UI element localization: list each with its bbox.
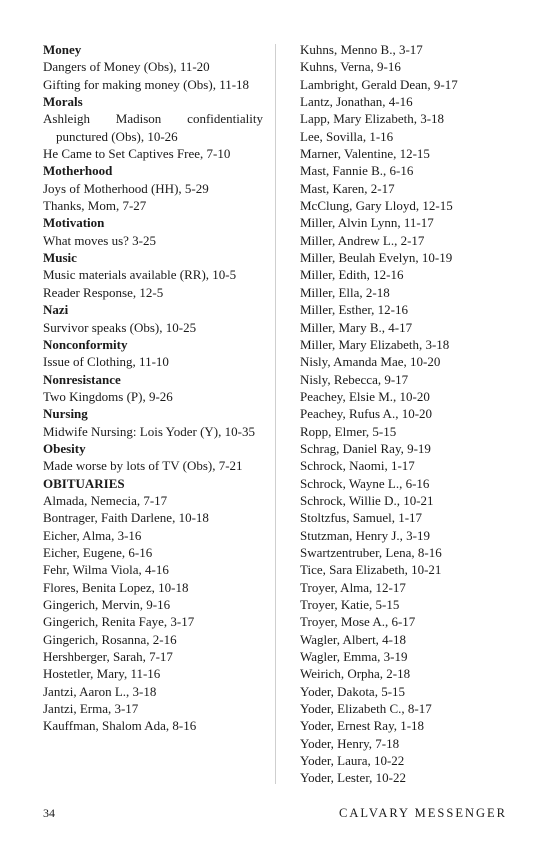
topic-heading: Nursing <box>43 406 88 422</box>
index-entry: Gingerich, Renita Faye, 3-17 <box>43 614 195 630</box>
index-entry: Gingerich, Rosanna, 2-16 <box>43 631 177 647</box>
index-entry: Gifting for making money (Obs), 11-18 <box>43 76 250 92</box>
obituary-entry: Yoder, Lester, 10-22 <box>300 770 406 786</box>
index-entry: Jantzi, Erma, 3-17 <box>43 701 139 717</box>
obituary-entry: Troyer, Katie, 5-15 <box>300 597 400 612</box>
obituary-entry: Lapp, Mary Elizabeth, 3-18 <box>300 111 445 127</box>
obituary-entry: Kuhns, Verna, 9-16 <box>300 59 401 75</box>
obituary-entry: Mast, Karen, 2-17 <box>300 180 395 196</box>
obituary-entry: Miller, Esther, 12-16 <box>300 302 408 318</box>
topic-heading: Obesity <box>43 440 86 456</box>
index-entry: Almada, Nemecia, 7-17 <box>43 492 168 508</box>
obituary-entry: Nisly, Rebecca, 9-17 <box>300 371 409 387</box>
topic-heading: Music <box>43 250 77 266</box>
obituary-entry: Miller, Andrew L., 2-17 <box>300 232 425 248</box>
index-entry: Hostetler, Mary, 11-16 <box>43 666 161 682</box>
index-entry: Thanks, Mom, 7-27 <box>43 198 147 214</box>
index-entry: Fehr, Wilma Viola, 4-16 <box>43 562 169 578</box>
obituary-entry: Miller, Beulah Evelyn, 10-19 <box>300 250 453 266</box>
right-column <box>300 41 515 787</box>
topic-heading: OBITUARIES <box>43 475 125 491</box>
obituary-entry: McClung, Gary Lloyd, 12-15 <box>300 198 453 214</box>
index-entry: Made worse by lots of TV (Obs), 7-21 <box>43 458 243 474</box>
obituary-entry: Lee, Sovilla, 1-16 <box>300 128 394 144</box>
index-entry: Issue of Clothing, 11-10 <box>43 354 169 370</box>
obituary-entry: Tice, Sara Elizabeth, 10-21 <box>300 562 442 578</box>
obituary-entry: Yoder, Henry, 7-18 <box>300 735 400 751</box>
magazine-title: CALVARY MESSENGER <box>339 806 507 820</box>
index-entry: Eicher, Eugene, 6-16 <box>43 544 153 560</box>
index-entry: Eicher, Alma, 3-16 <box>43 527 142 543</box>
index-entry: Survivor speaks (Obs), 10-25 <box>43 319 197 335</box>
obituary-entry: Troyer, Alma, 12-17 <box>300 579 406 595</box>
obituary-entry: Peachey, Rufus A., 10-20 <box>300 406 433 422</box>
index-entry: Dangers of Money (Obs), 11-20 <box>43 59 210 75</box>
index-entry: Reader Response, 12-5 <box>43 284 164 300</box>
obituary-entry: Mast, Fannie B., 6-16 <box>300 163 414 179</box>
obituary-entry: Yoder, Laura, 10-22 <box>300 753 405 769</box>
left-column <box>43 41 263 735</box>
obituary-entry: Kuhns, Menno B., 3-17 <box>300 42 423 57</box>
obituary-entry: Yoder, Ernest Ray, 1-18 <box>300 718 425 734</box>
topic-heading: Morals <box>43 94 83 110</box>
obituary-entry: Schrock, Naomi, 1-17 <box>300 458 415 474</box>
obituary-entry: Miller, Edith, 12-16 <box>300 267 404 283</box>
obituary-entry: Miller, Mary B., 4-17 <box>300 319 413 335</box>
obituary-entry: Ropp, Elmer, 5-15 <box>300 423 397 439</box>
index-entry: Kauffman, Shalom Ada, 8-16 <box>43 718 197 734</box>
topic-heading: Nonconformity <box>43 336 128 352</box>
index-entry: Ashleigh Madison confidentiality punctured (Obs), 10-26 <box>43 111 263 144</box>
obituary-entry: Lantz, Jonathan, 4-16 <box>300 94 413 110</box>
topic-heading: Money <box>43 42 82 57</box>
obituary-entry: Wagler, Emma, 3-19 <box>300 649 408 665</box>
obituary-entry: Nisly, Amanda Mae, 10-20 <box>300 354 441 370</box>
index-entry: Jantzi, Aaron L., 3-18 <box>43 683 157 699</box>
obituary-entry: Swartzentruber, Lena, 8-16 <box>300 544 442 560</box>
index-entry: Two Kingdoms (P), 9-26 <box>43 388 173 404</box>
column-divider <box>275 44 276 784</box>
index-entry: Hershberger, Sarah, 7-17 <box>43 649 173 665</box>
index-entry: Bontrager, Faith Darlene, 10-18 <box>43 510 209 526</box>
obituary-entry: Schrock, Wayne L., 6-16 <box>300 475 430 491</box>
topic-heading: Nazi <box>43 302 69 318</box>
index-entry: Flores, Benita Lopez, 10-18 <box>43 579 189 595</box>
obituary-entry: Stutzman, Henry J., 3-19 <box>300 527 430 543</box>
obituary-entry: Peachey, Elsie M., 10-20 <box>300 388 430 404</box>
obituary-entry: Troyer, Mose A., 6-17 <box>300 614 416 630</box>
index-entry: What moves us? 3-25 <box>43 232 157 248</box>
obituary-entry: Lambright, Gerald Dean, 9-17 <box>300 76 458 92</box>
obituary-entry: Schrock, Willie D., 10-21 <box>300 492 434 508</box>
page-number: 34 <box>43 806 55 820</box>
obituary-entry: Miller, Ella, 2-18 <box>300 284 390 300</box>
index-entry: Gingerich, Mervin, 9-16 <box>43 597 171 612</box>
obituary-entry: Miller, Mary Elizabeth, 3-18 <box>300 336 450 352</box>
index-entry: Joys of Motherhood (HH), 5-29 <box>43 180 209 196</box>
obituary-entry: Marner, Valentine, 12-15 <box>300 146 430 162</box>
obituary-entry: Stoltzfus, Samuel, 1-17 <box>300 510 423 526</box>
obituary-entry: Wagler, Albert, 4-18 <box>300 631 407 647</box>
obituary-entry: Yoder, Elizabeth C., 8-17 <box>300 701 432 717</box>
topic-heading: Motivation <box>43 215 105 231</box>
index-entry: Music materials available (RR), 10-5 <box>43 267 237 283</box>
obituary-entry: Miller, Alvin Lynn, 11-17 <box>300 215 434 231</box>
topic-heading: Motherhood <box>43 163 113 179</box>
obituary-entry: Yoder, Dakota, 5-15 <box>300 683 406 699</box>
index-entry: He Came to Set Captives Free, 7-10 <box>43 146 231 162</box>
topic-heading: Nonresistance <box>43 371 121 387</box>
index-entry: Midwife Nursing: Lois Yoder (Y), 10-35 <box>43 423 255 439</box>
obituary-entry: Schrag, Daniel Ray, 9-19 <box>300 440 431 456</box>
obituary-entry: Weirich, Orpha, 2-18 <box>300 666 411 682</box>
